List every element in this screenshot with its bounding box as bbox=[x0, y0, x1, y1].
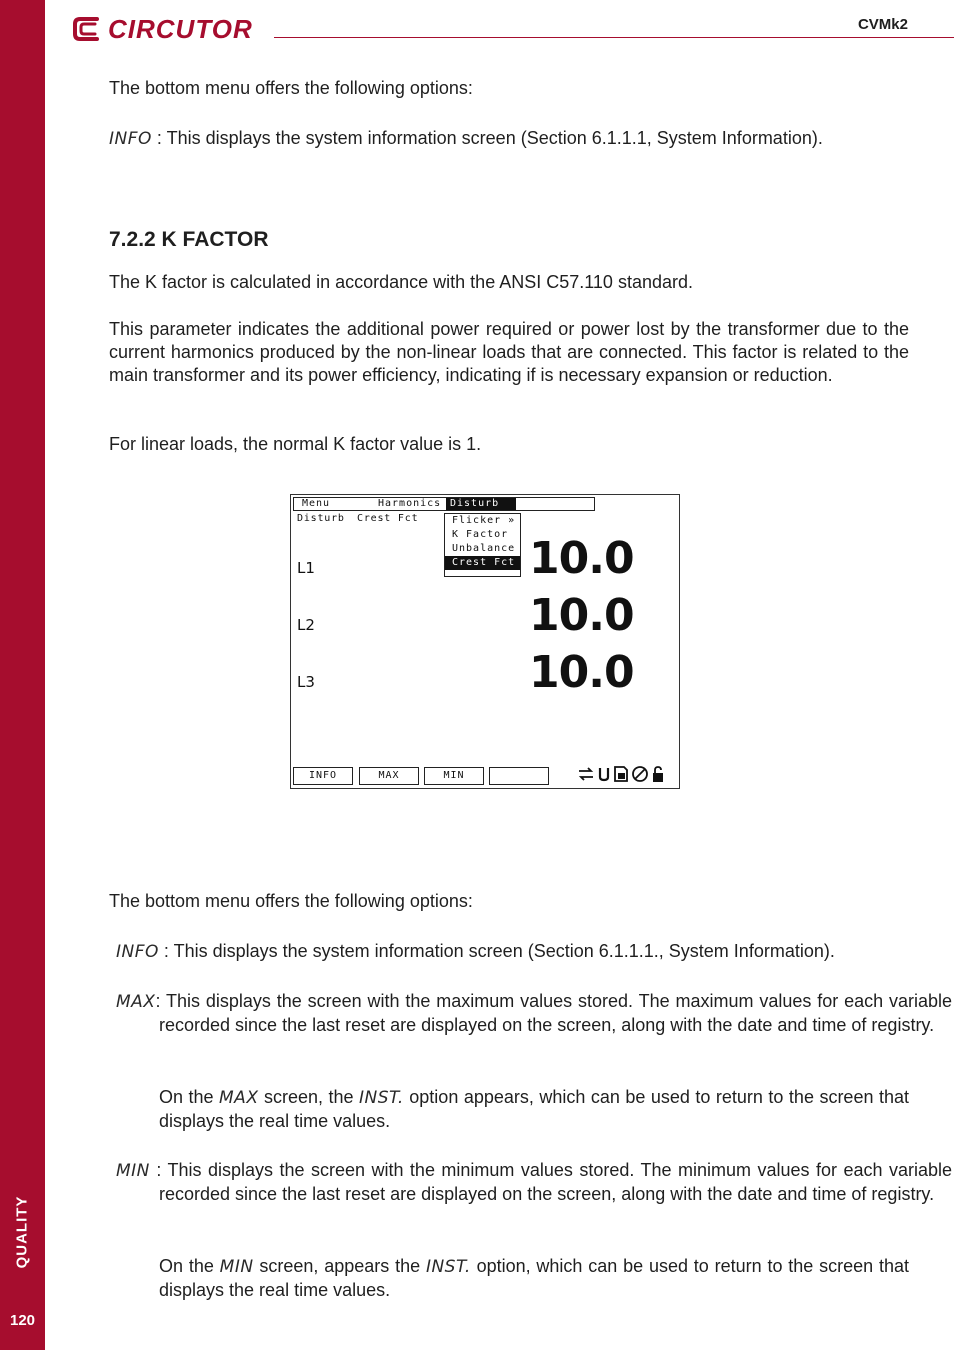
info-keyword: INFO bbox=[109, 129, 152, 149]
min-note bbox=[159, 1255, 909, 1302]
info-description: : This displays the system information screen (Section 6.1.1.1., System Information). bbox=[158, 941, 835, 961]
softkey-max: MAX bbox=[359, 767, 419, 785]
dropdown-item-selected: Crest Fct bbox=[445, 556, 520, 570]
header-rule bbox=[274, 37, 954, 38]
phase-value: 10.0 bbox=[529, 647, 634, 698]
section-tab-label: QUALITY bbox=[13, 1195, 31, 1269]
model-name: CVMk2 bbox=[857, 16, 908, 33]
max-note-text: On the bbox=[159, 1087, 220, 1107]
u-icon bbox=[597, 765, 611, 783]
screen-subheader-right: Crest Fct bbox=[357, 513, 419, 524]
k-factor-linear-loads: For linear loads, the normal K factor value is 1. bbox=[109, 434, 482, 454]
info-keyword: INFO bbox=[116, 942, 159, 962]
bottom-intro-text: The bottom menu offers the following options: bbox=[109, 891, 473, 911]
no-entry-icon bbox=[631, 765, 649, 783]
page-number: 120 bbox=[9, 1312, 36, 1329]
phase-value: 10.0 bbox=[529, 590, 634, 641]
intro-info-option bbox=[109, 127, 909, 151]
bottom-max-option bbox=[116, 990, 952, 1037]
max-note bbox=[159, 1086, 909, 1133]
phase-label: L1 bbox=[297, 559, 315, 577]
intro-text: The bottom menu offers the following options: bbox=[109, 78, 473, 98]
section-heading: 7.2.2 K FACTOR bbox=[109, 228, 269, 251]
min-keyword: MIN bbox=[219, 1257, 254, 1277]
transfer-icon bbox=[577, 765, 595, 783]
info-description: : This displays the system information screen (Section 6.1.1.1, System Information). bbox=[151, 128, 823, 148]
min-keyword: MIN bbox=[116, 1161, 150, 1181]
page-sidebar bbox=[0, 0, 45, 1350]
bottom-min-option bbox=[116, 1159, 952, 1206]
inst-keyword: INST. bbox=[425, 1257, 471, 1277]
screen-menu-item: Harmonics bbox=[378, 498, 442, 509]
softkey-info: INFO bbox=[293, 767, 353, 785]
softkey-empty bbox=[489, 767, 549, 785]
inst-keyword: INST. bbox=[359, 1088, 404, 1108]
k-factor-standard: The K factor is calculated in accordance with the ANSI C57.110 standard. bbox=[109, 272, 693, 292]
max-keyword: MAX bbox=[116, 992, 156, 1012]
brand-logo bbox=[70, 10, 253, 48]
min-note-text: On the bbox=[159, 1256, 220, 1276]
logo-wordmark: CIRCUTOR bbox=[108, 13, 253, 44]
device-screen bbox=[290, 494, 680, 789]
min-note-text: screen, appears the bbox=[253, 1256, 426, 1276]
lock-icon bbox=[651, 765, 665, 783]
min-note-text: option, which can be used to return to the screen that displays the real time values. bbox=[159, 1256, 909, 1300]
screen-menu-item: Menu bbox=[302, 498, 331, 509]
screen-menu-item-active: Disturb bbox=[446, 498, 516, 510]
max-note-text: screen, the bbox=[258, 1087, 359, 1107]
dropdown-item: K Factor bbox=[452, 529, 509, 540]
screen-menu-bar bbox=[293, 497, 595, 511]
phase-value: 10.0 bbox=[529, 533, 634, 584]
screen-dropdown-menu bbox=[444, 513, 521, 577]
bottom-info-option bbox=[116, 940, 909, 964]
phase-label: L2 bbox=[297, 616, 315, 634]
sd-card-icon bbox=[613, 765, 629, 783]
k-factor-description: This parameter indicates the additional power required or power lost by the transformer due to the current harmonics produced by the non-linear loads that are connected. This factor is related to the main transformer and its power efficiency, indicating if is necessary expansion or reduction. bbox=[109, 319, 909, 385]
softkey-min: MIN bbox=[424, 767, 484, 785]
dropdown-item: Unbalance bbox=[452, 543, 516, 554]
status-icon-row bbox=[577, 765, 665, 783]
max-description: : This displays the screen with the maximum values stored. The maximum values for each variable recorded since the last reset are displayed on the screen, along with the date and time of registry. bbox=[155, 991, 952, 1035]
max-keyword: MAX bbox=[219, 1088, 259, 1108]
circutor-logo-icon bbox=[70, 12, 104, 46]
dropdown-item: Flicker » bbox=[452, 515, 516, 526]
phase-label: L3 bbox=[297, 673, 315, 691]
screen-subheader-left: Disturb bbox=[297, 513, 345, 524]
max-note-text: option appears, which can be used to return to the screen that displays the real time values. bbox=[159, 1087, 909, 1131]
min-description: : This displays the screen with the minimum values stored. The minimum values for each variable recorded since the last reset are displayed on the screen, along with the date and time of registry. bbox=[149, 1160, 952, 1204]
